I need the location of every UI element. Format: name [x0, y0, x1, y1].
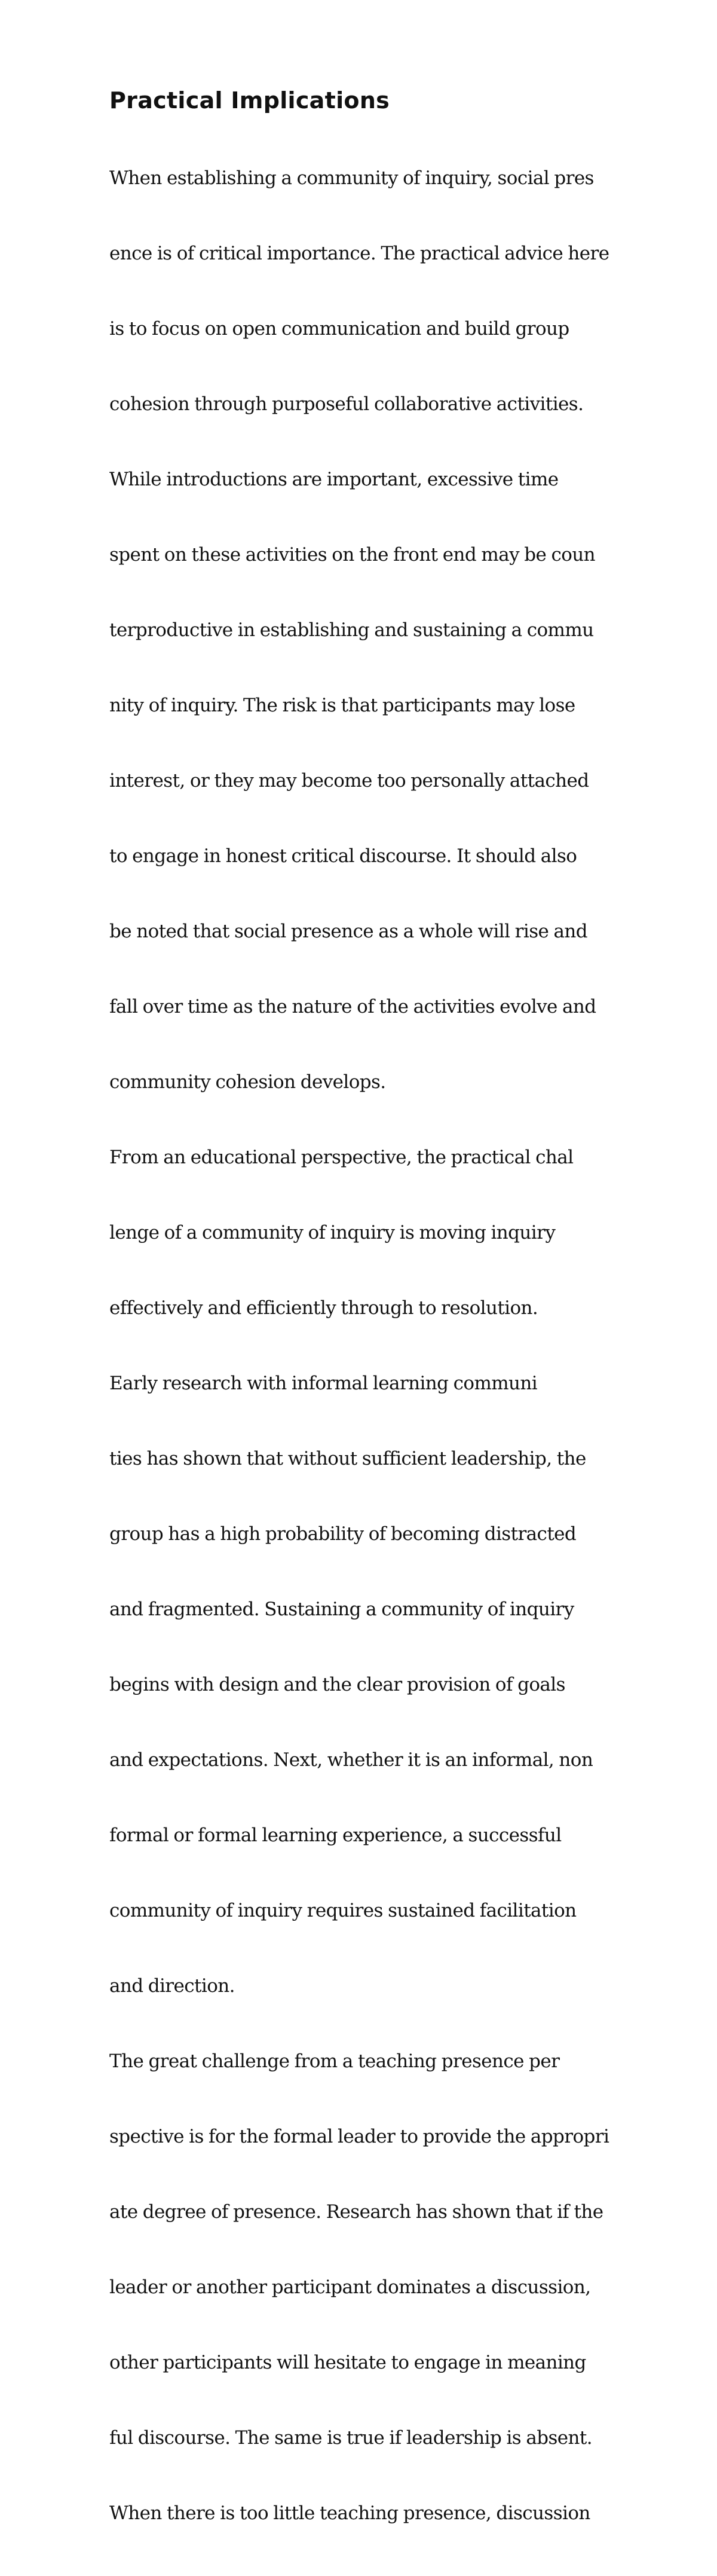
text-line: The great challenge from a teaching presence per: [109, 2051, 560, 2072]
body-text: [109, 115, 611, 2576]
text-line: terproductive in establishing and sustaining a commu: [109, 619, 594, 641]
text-line: Early research with informal learning communi: [109, 1373, 538, 1394]
text-line: begins with design and the clear provision of goals: [109, 1674, 565, 1695]
text-line: formal or formal learning experience, a successful: [109, 1825, 562, 1846]
text-line: other participants will hesitate to engage in meaning: [109, 2352, 586, 2373]
text-line: ence is of critical importance. The practical advice here: [109, 243, 609, 264]
text-line: While introductions are important, excessive time: [109, 469, 559, 490]
text-column: [109, 85, 611, 2576]
text-line: interest, or they may become too personally attached: [109, 770, 589, 792]
text-line: and expectations. Next, whether it is an informal, non: [109, 1749, 593, 1771]
text-line: effectively and efficiently through to resolution.: [109, 1297, 538, 1319]
text-line: and direction.: [109, 1975, 235, 1997]
text-line: community cohesion develops.: [109, 1071, 386, 1093]
text-line: be noted that social presence as a whole will rise and: [109, 921, 588, 942]
text-line: ties has shown that without sufficient leadership, the: [109, 1448, 586, 1469]
text-line: When establishing a community of inquiry, social pres: [109, 167, 594, 189]
text-line: ate degree of presence. Research has shown that if the: [109, 2201, 603, 2223]
text-line: ful discourse. The same is true if leadership is absent.: [109, 2427, 593, 2449]
text-line: fall over time as the nature of the activities evolve and: [109, 996, 596, 1017]
text-line: spective is for the formal leader to provide the appropri: [109, 2126, 609, 2147]
text-line: spent on these activities on the front end may be coun: [109, 544, 596, 566]
text-line: group has a high probability of becoming distracted: [109, 1523, 577, 1545]
text-line: leader or another participant dominates a discussion,: [109, 2276, 591, 2298]
text-line: cohesion through purposeful collaborative activities.: [109, 393, 584, 415]
text-line: When there is too little teaching presence, discussion: [109, 2502, 590, 2524]
text-line: lenge of a community of inquiry is moving inquiry: [109, 1222, 556, 1243]
text-line: is to focus on open communication and build group: [109, 318, 569, 340]
section-heading: Practical Implications: [109, 87, 390, 114]
text-line: From an educational perspective, the practical chal: [109, 1147, 574, 1168]
text-line: and fragmented. Sustaining a community of inquiry: [109, 1599, 574, 1620]
text-line: nity of inquiry. The risk is that participants may lose: [109, 695, 575, 716]
text-line: to engage in honest critical discourse. It should also: [109, 845, 577, 867]
text-line: community of inquiry requires sustained facilitation: [109, 1900, 577, 1921]
